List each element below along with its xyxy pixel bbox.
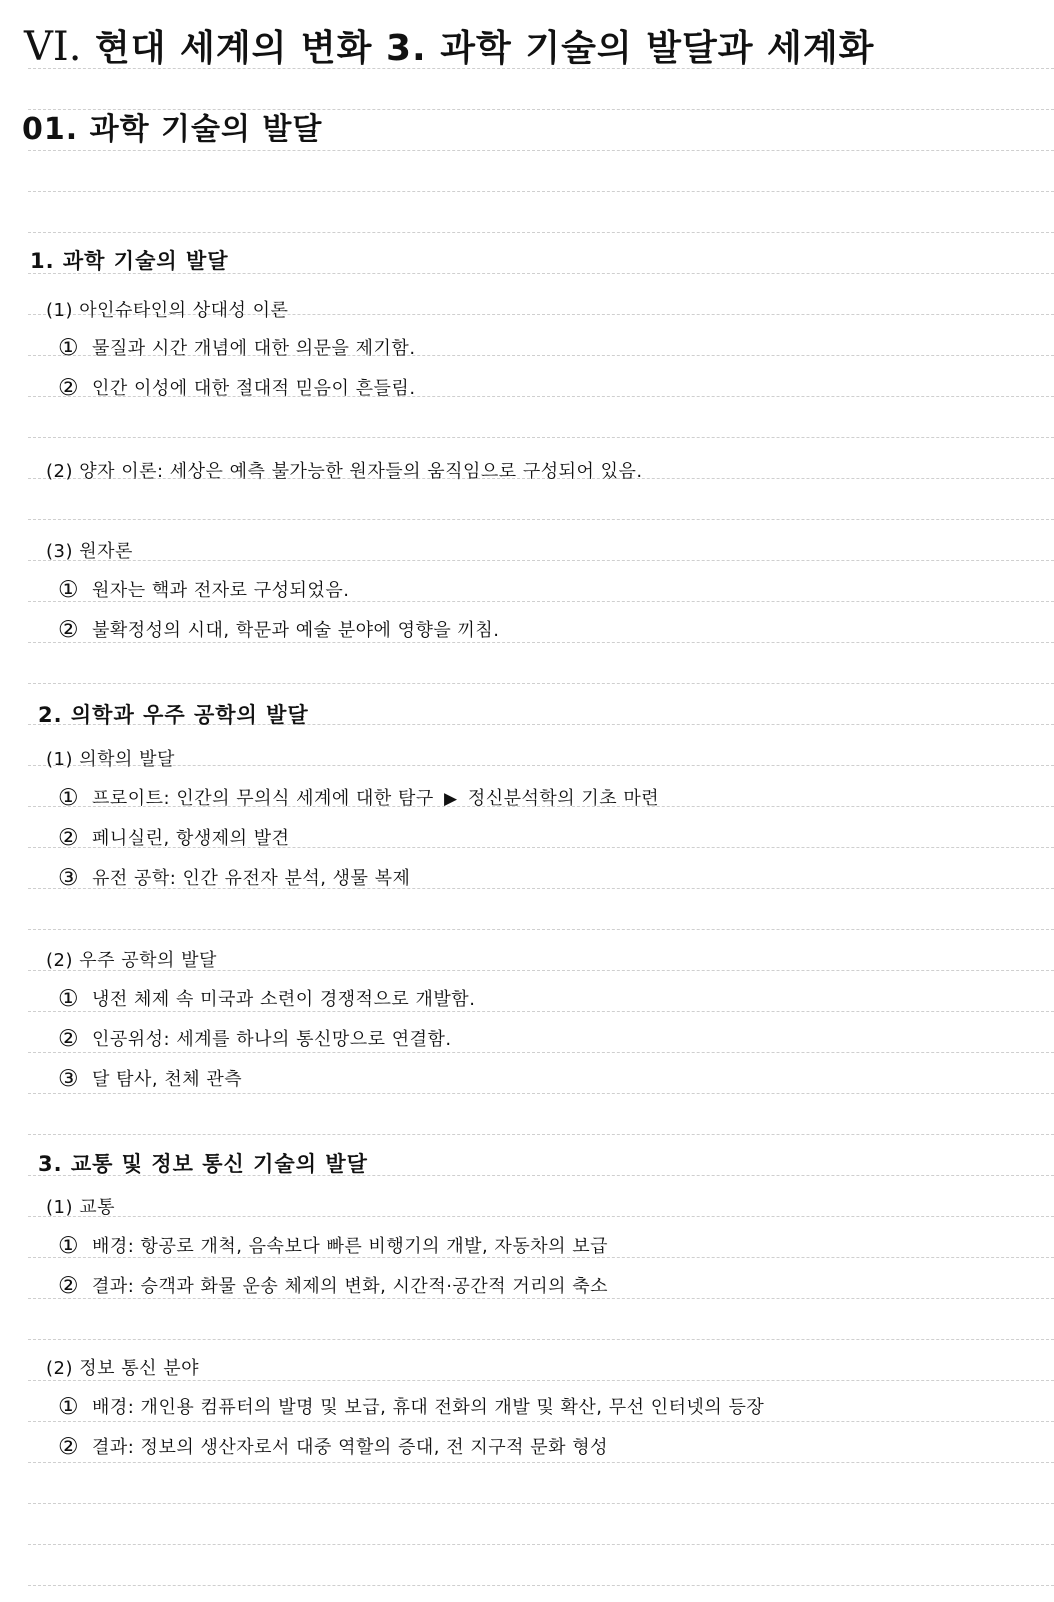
- subheading-atomic-theory: (3) 원자론: [46, 541, 133, 562]
- ruled-line: [28, 1380, 1054, 1381]
- lesson-title: 01. 과학 기술의 발달: [22, 112, 323, 147]
- item-text: 결과: 정보의 생산자로서 대중 역할의 증대, 전 지구적 문화 형성: [92, 1437, 608, 1458]
- chapter-roman-numeral: VI.: [24, 24, 82, 70]
- list-item: [58, 374, 416, 401]
- list-item: [58, 1272, 608, 1299]
- list-item: [58, 985, 475, 1012]
- subheading-medicine: (1) 의학의 발달: [46, 749, 175, 770]
- ruled-line: [28, 1544, 1054, 1545]
- ruled-line: [28, 191, 1054, 192]
- chapter-title: [24, 20, 874, 71]
- ruled-line: [28, 929, 1054, 930]
- item-text: 달 탐사, 천체 관측: [92, 1069, 243, 1090]
- ruled-line: [28, 1134, 1054, 1135]
- ruled-line: [28, 765, 1054, 766]
- ruled-line: [28, 1093, 1054, 1094]
- ruled-line: [28, 1216, 1054, 1217]
- item-number: ①: [58, 335, 80, 361]
- ruled-line: [28, 1339, 1054, 1340]
- section-heading-2: 2. 의학과 우주 공학의 발달: [38, 703, 309, 727]
- subheading-transport: (1) 교통: [46, 1197, 115, 1218]
- item-number: ②: [58, 375, 80, 401]
- chapter-title-text: 현대 세계의 변화 3. 과학 기술의 발달과 세계화: [94, 28, 875, 69]
- right-triangle-arrow-icon: ▶: [444, 789, 458, 809]
- ruled-line: [28, 1462, 1054, 1463]
- list-item: [58, 1232, 608, 1259]
- item-number: ①: [58, 1233, 80, 1259]
- list-item: [58, 1065, 242, 1092]
- item-number: ②: [58, 1026, 80, 1052]
- ruled-line: [28, 437, 1054, 438]
- list-item: [58, 616, 500, 643]
- list-item: [58, 334, 416, 361]
- item-number: ③: [58, 1066, 80, 1092]
- ruled-line: [28, 150, 1054, 151]
- item-number: ②: [58, 825, 80, 851]
- item-number: ②: [58, 617, 80, 643]
- list-item: [58, 1025, 452, 1052]
- subheading-space-engineering: (2) 우주 공학의 발달: [46, 950, 217, 971]
- ruled-line: [28, 519, 1054, 520]
- list-item: [58, 864, 410, 891]
- subheading-quantum: (2) 양자 이론: 세상은 예측 불가능한 원자들의 움직임으로 구성되어 있음.: [46, 461, 643, 482]
- item-text: 인공위성: 세계를 하나의 통신망으로 연결함.: [92, 1029, 452, 1050]
- item-number: ①: [58, 986, 80, 1012]
- item-text: 원자는 핵과 전자로 구성되었음.: [92, 580, 350, 601]
- item-number: ①: [58, 1394, 80, 1420]
- section-heading-3: 3. 교통 및 정보 통신 기술의 발달: [38, 1152, 368, 1176]
- ruled-line: [28, 1421, 1054, 1422]
- list-item: [58, 576, 349, 603]
- item-text: 페니실린, 항생제의 발견: [92, 828, 290, 849]
- ruled-line: [28, 1052, 1054, 1053]
- item-number: ②: [58, 1434, 80, 1460]
- item-text: 결과: 승객과 화물 운송 체제의 변화, 시간적·공간적 거리의 축소: [92, 1276, 608, 1297]
- section-heading-1: 1. 과학 기술의 발달: [30, 249, 229, 273]
- subheading-information-communication: (2) 정보 통신 분야: [46, 1358, 199, 1379]
- list-item: [58, 1393, 764, 1420]
- list-item: [58, 784, 659, 811]
- item-text: 배경: 항공로 개척, 음속보다 빠른 비행기의 개발, 자동차의 보급: [92, 1236, 608, 1257]
- item-text: 물질과 시간 개념에 대한 의문을 제기함.: [92, 338, 416, 359]
- ruled-line: [28, 560, 1054, 561]
- item-text: 유전 공학: 인간 유전자 분석, 생물 복제: [92, 868, 411, 889]
- item-number: ②: [58, 1273, 80, 1299]
- ruled-line: [28, 232, 1054, 233]
- ruled-line: [28, 1585, 1054, 1586]
- item-text: 인간 이성에 대한 절대적 믿음이 흔들림.: [92, 378, 416, 399]
- item-text: 배경: 개인용 컴퓨터의 발명 및 보급, 휴대 전화의 개발 및 확산, 무선 인터넷의 등장: [92, 1397, 765, 1418]
- item-text: 정신분석학의 기초 마련: [467, 788, 660, 809]
- item-text: 냉전 체제 속 미국과 소련이 경쟁적으로 개발함.: [92, 989, 476, 1010]
- ruled-line: [28, 1503, 1054, 1504]
- list-item: [58, 824, 290, 851]
- item-number: ①: [58, 577, 80, 603]
- ruled-line: [28, 683, 1054, 684]
- list-item: [58, 1433, 608, 1460]
- subheading-relativity: (1) 아인슈타인의 상대성 이론: [46, 300, 289, 321]
- item-number: ①: [58, 785, 80, 811]
- item-text: 프로이트: 인간의 무의식 세계에 대한 탐구: [92, 788, 434, 809]
- item-text: 불확정성의 시대, 학문과 예술 분야에 영향을 끼침.: [92, 620, 500, 641]
- item-number: ③: [58, 865, 80, 891]
